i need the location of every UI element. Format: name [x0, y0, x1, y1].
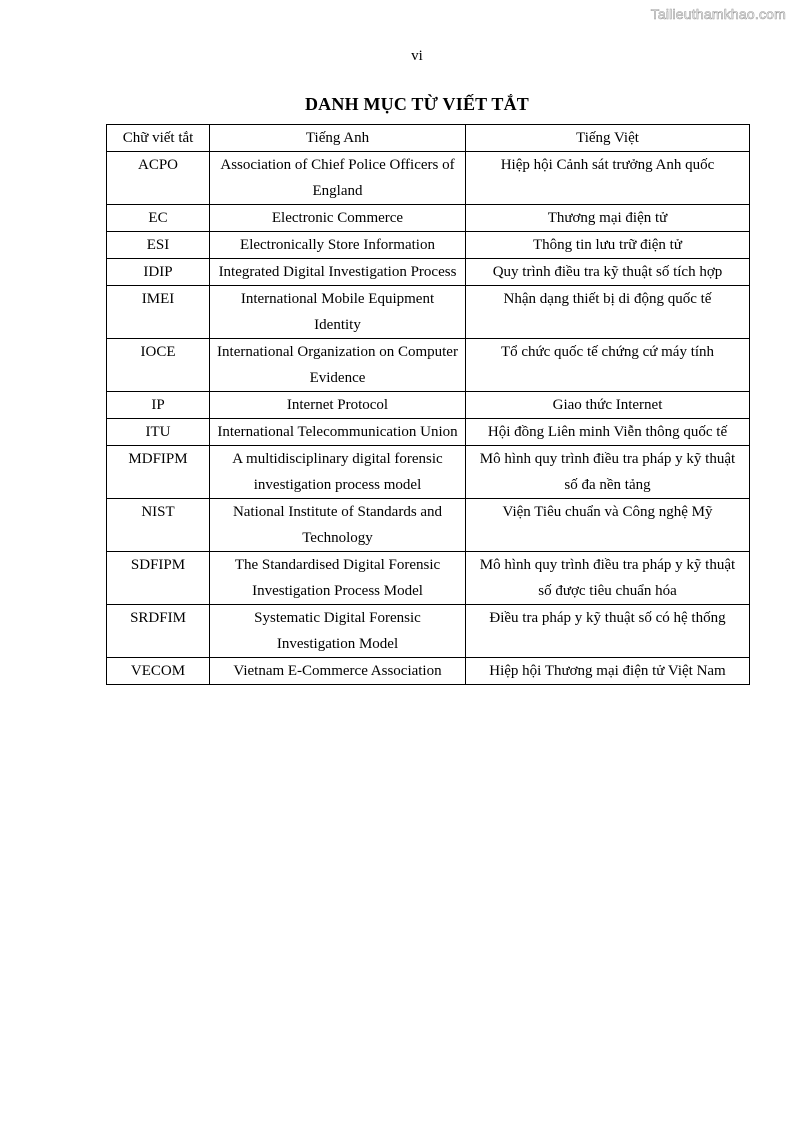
- table-row: [107, 259, 750, 286]
- cell-abbreviation: ESI: [107, 232, 210, 259]
- table-row: [107, 205, 750, 232]
- cell-abbreviation: IDIP: [107, 259, 210, 286]
- table-header: [107, 125, 750, 152]
- table-row: [107, 552, 750, 605]
- cell-vietnamese: Viện Tiêu chuẩn và Công nghệ Mỹ: [466, 499, 750, 552]
- table-row: [107, 658, 750, 685]
- table-body: [107, 152, 750, 685]
- cell-abbreviation: SDFIPM: [107, 552, 210, 605]
- cell-vietnamese: Mô hình quy trình điều tra pháp y kỹ thuật số được tiêu chuẩn hóa: [466, 552, 750, 605]
- cell-abbreviation: ITU: [107, 419, 210, 446]
- cell-abbreviation: ACPO: [107, 152, 210, 205]
- cell-vietnamese: Hiệp hội Thương mại điện tử Việt Nam: [466, 658, 750, 685]
- column-header-english: Tiếng Anh: [210, 125, 466, 152]
- table-row: [107, 419, 750, 446]
- abbreviation-table: [106, 124, 750, 685]
- cell-english: Systematic Digital Forensic Investigation Model: [210, 605, 466, 658]
- cell-abbreviation: IOCE: [107, 339, 210, 392]
- cell-english: Integrated Digital Investigation Process: [210, 259, 466, 286]
- table-row: [107, 446, 750, 499]
- cell-vietnamese: Quy trình điều tra kỹ thuật số tích hợp: [466, 259, 750, 286]
- table-row: [107, 286, 750, 339]
- table-row: [107, 499, 750, 552]
- table-row: [107, 605, 750, 658]
- page-title: DANH MỤC TỪ VIẾT TẮT: [304, 94, 530, 114]
- cell-abbreviation: IP: [107, 392, 210, 419]
- column-header-abbreviation: Chữ viết tắt: [107, 125, 210, 152]
- cell-english: Electronic Commerce: [210, 205, 466, 232]
- cell-english: Internet Protocol: [210, 392, 466, 419]
- table-header-row: [107, 125, 750, 152]
- page-number: vi: [411, 48, 423, 64]
- cell-vietnamese: Nhận dạng thiết bị di động quốc tế: [466, 286, 750, 339]
- cell-abbreviation: IMEI: [107, 286, 210, 339]
- cell-vietnamese: Mô hình quy trình điều tra pháp y kỹ thuật số đa nền tảng: [466, 446, 750, 499]
- cell-vietnamese: Thương mại điện tử: [466, 205, 750, 232]
- cell-english: International Mobile Equipment Identity: [210, 286, 466, 339]
- table-row: [107, 339, 750, 392]
- cell-english: International Telecommunication Union: [210, 419, 466, 446]
- cell-english: Vietnam E-Commerce Association: [210, 658, 466, 685]
- cell-vietnamese: Tổ chức quốc tế chứng cứ máy tính: [466, 339, 750, 392]
- cell-english: Electronically Store Information: [210, 232, 466, 259]
- column-header-vietnamese: Tiếng Việt: [466, 125, 750, 152]
- cell-vietnamese: Giao thức Internet: [466, 392, 750, 419]
- cell-english: A multidisciplinary digital forensic investigation process model: [210, 446, 466, 499]
- cell-english: National Institute of Standards and Technology: [210, 499, 466, 552]
- cell-english: Association of Chief Police Officers of England: [210, 152, 466, 205]
- table-row: [107, 232, 750, 259]
- cell-vietnamese: Thông tin lưu trữ điện tử: [466, 232, 750, 259]
- cell-abbreviation: VECOM: [107, 658, 210, 685]
- cell-vietnamese: Điều tra pháp y kỹ thuật số có hệ thống: [466, 605, 750, 658]
- table-row: [107, 392, 750, 419]
- cell-vietnamese: Hiệp hội Cảnh sát trưởng Anh quốc: [466, 152, 750, 205]
- cell-abbreviation: NIST: [107, 499, 210, 552]
- cell-english: The Standardised Digital Forensic Investigation Process Model: [210, 552, 466, 605]
- cell-abbreviation: EC: [107, 205, 210, 232]
- cell-abbreviation: SRDFIM: [107, 605, 210, 658]
- cell-vietnamese: Hội đồng Liên minh Viễn thông quốc tế: [466, 419, 750, 446]
- cell-english: International Organization on Computer Evidence: [210, 339, 466, 392]
- table-row: [107, 152, 750, 205]
- cell-abbreviation: MDFIPM: [107, 446, 210, 499]
- watermark-text: Tailieuthamkhao.com: [650, 6, 786, 22]
